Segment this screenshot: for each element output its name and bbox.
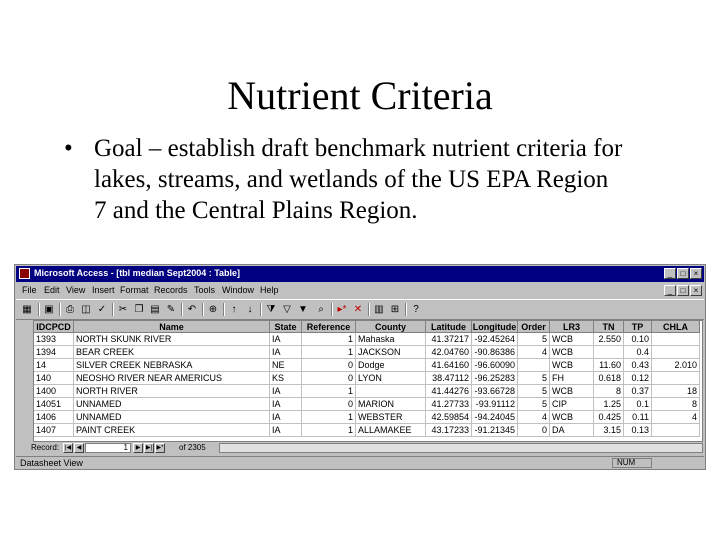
table-cell[interactable]: IA (270, 398, 302, 411)
table-cell[interactable]: 140 (34, 372, 74, 385)
table-cell[interactable]: ALLAMAKEE (356, 424, 426, 437)
table-cell[interactable]: -91.21345 (472, 424, 518, 437)
table-cell[interactable]: 0.43 (624, 359, 652, 372)
record-label: Record: (31, 443, 60, 452)
table-cell[interactable]: 0 (518, 424, 550, 437)
table-cell[interactable]: -94.24045 (472, 411, 518, 424)
table-cell[interactable]: 42.59854 (426, 411, 472, 424)
table-cell[interactable]: 14 (34, 359, 74, 372)
table-cell[interactable]: SILVER CREEK NEBRASKA (74, 359, 270, 372)
table-cell[interactable]: 42.04760 (426, 346, 472, 359)
toolbar-separator (112, 303, 114, 316)
sort-descending-icon[interactable]: ↓ (247, 304, 253, 315)
table-cell[interactable]: 8 (652, 398, 700, 411)
delete-record-icon[interactable]: ✕ (353, 304, 363, 315)
table-cell[interactable]: WCB (550, 385, 594, 398)
table-cell[interactable]: 1 (302, 385, 356, 398)
table-cell[interactable]: 0.1 (624, 398, 652, 411)
table-cell[interactable]: 18 (652, 385, 700, 398)
menu-view[interactable]: View (66, 285, 86, 295)
toolbar-separator (223, 303, 225, 316)
table-cell[interactable]: -93.66728 (472, 385, 518, 398)
column-header[interactable]: CHLA (652, 321, 700, 333)
maximize-button[interactable]: □ (677, 268, 689, 279)
toolbar-separator (331, 303, 333, 316)
doc-minimize-button[interactable]: _ (664, 285, 676, 296)
table-cell[interactable]: 38.47112 (426, 372, 472, 385)
print-preview-icon[interactable]: ◫ (81, 304, 91, 315)
copy-icon[interactable]: ❐ (134, 304, 144, 315)
table-cell[interactable]: 41.44276 (426, 385, 472, 398)
access-window (14, 264, 706, 470)
toolbar-separator (181, 303, 183, 316)
menu-file[interactable]: File (22, 285, 37, 295)
table-cell[interactable]: NEOSHO RIVER NEAR AMERICUS (74, 372, 270, 385)
table-cell[interactable]: 1394 (34, 346, 74, 359)
table-cell[interactable]: NE (270, 359, 302, 372)
table-cell[interactable]: 1406 (34, 411, 74, 424)
print-icon[interactable]: ⎙ (66, 304, 74, 315)
table-cell[interactable] (356, 385, 426, 398)
table-cell[interactable]: Dodge (356, 359, 426, 372)
access-app-icon[interactable] (19, 268, 30, 279)
table-cell[interactable]: KS (270, 372, 302, 385)
table-cell[interactable]: -90.86386 (472, 346, 518, 359)
toolbar-separator (38, 303, 40, 316)
table-cell[interactable]: MARION (356, 398, 426, 411)
new-record-nav-icon[interactable]: ▶* (156, 445, 164, 451)
table-cell[interactable]: 2.010 (652, 359, 700, 372)
table-cell[interactable]: 41.64160 (426, 359, 472, 372)
current-record-input[interactable]: 1 (85, 443, 131, 453)
spelling-icon[interactable]: ✓ (97, 304, 107, 315)
table-cell[interactable]: 0.4 (624, 346, 652, 359)
previous-record-icon[interactable]: ◀ (74, 443, 84, 453)
toolbar-separator (202, 303, 204, 316)
column-header[interactable]: Order (518, 321, 550, 333)
help-icon[interactable]: ? (413, 304, 419, 315)
table-cell[interactable]: 11.60 (594, 359, 624, 372)
first-record-icon[interactable]: |◀ (64, 445, 72, 451)
sort-ascending-icon[interactable]: ↑ (231, 304, 237, 315)
next-record-icon[interactable]: ▶ (133, 443, 143, 453)
table-cell[interactable]: 3.15 (594, 424, 624, 437)
column-header[interactable]: Name (74, 321, 270, 333)
table-cell[interactable] (594, 346, 624, 359)
table-cell[interactable]: 2.550 (594, 333, 624, 346)
table-cell[interactable] (652, 424, 700, 437)
doc-close-button[interactable]: × (690, 285, 702, 296)
view-icon[interactable]: ▦ (22, 304, 32, 315)
menu-edit[interactable]: Edit (44, 285, 60, 295)
table-cell[interactable]: 0.13 (624, 424, 652, 437)
column-header[interactable]: LR3 (550, 321, 594, 333)
filter-by-form-icon[interactable]: ▽ (283, 304, 291, 315)
bullet-line: Goal – establish draft benchmark nutrient criteria for (94, 135, 623, 162)
bullet-point-icon: • (64, 135, 73, 162)
table-cell[interactable]: UNNAMED (74, 398, 270, 411)
table-cell[interactable]: WCB (550, 411, 594, 424)
table-cell[interactable]: IA (270, 385, 302, 398)
table-cell[interactable]: 1407 (34, 424, 74, 437)
menu-records[interactable]: Records (154, 285, 188, 295)
table-cell[interactable]: 0.12 (624, 372, 652, 385)
table-cell[interactable] (652, 372, 700, 385)
table-cell[interactable]: 0.10 (624, 333, 652, 346)
table-cell[interactable]: 14051 (34, 398, 74, 411)
table-cell[interactable]: 1 (302, 333, 356, 346)
status-text: Datasheet View (20, 458, 83, 468)
column-header[interactable]: Latitude (426, 321, 472, 333)
table-cell[interactable]: BEAR CREEK (74, 346, 270, 359)
column-header[interactable]: State (270, 321, 302, 333)
window-title-bar[interactable] (16, 266, 704, 282)
table-cell[interactable]: DA (550, 424, 594, 437)
doc-restore-button[interactable]: □ (677, 285, 689, 296)
bullet-line: lakes, streams, and wetlands of the US EPA Region (94, 166, 609, 193)
table-cell[interactable]: 1400 (34, 385, 74, 398)
table-cell[interactable]: WCB (550, 359, 594, 372)
table-cell[interactable]: UNNAMED (74, 411, 270, 424)
column-header[interactable]: Longitude (472, 322, 517, 332)
table-cell[interactable]: 0.425 (594, 411, 624, 424)
table-cell[interactable]: 4 (652, 411, 700, 424)
table-cell[interactable]: 0 (302, 398, 356, 411)
table-cell[interactable] (652, 333, 700, 346)
undo-icon[interactable]: ↶ (187, 304, 197, 315)
cut-icon[interactable]: ✂ (118, 304, 128, 315)
table-cell[interactable]: LYON (356, 372, 426, 385)
document-caption-buttons (663, 285, 702, 296)
bullet-text (94, 133, 704, 226)
record-count: of 2305 (179, 443, 206, 452)
table-cell[interactable]: NORTH RIVER (74, 385, 270, 398)
window-title: Microsoft Access - [tbl median Sept2004 : Table] (34, 268, 241, 278)
table-cell[interactable]: 1 (302, 346, 356, 359)
menu-help[interactable]: Help (260, 285, 279, 295)
table-cell[interactable]: 0.618 (594, 372, 624, 385)
toolbar (16, 299, 704, 320)
column-header[interactable]: IDCPCD (34, 321, 74, 333)
menu-insert[interactable]: Insert (92, 285, 115, 295)
table-cell[interactable]: WCB (550, 333, 594, 346)
new-object-icon[interactable]: ⊞ (390, 304, 400, 315)
filter-by-selection-icon[interactable]: ⧩ (266, 304, 276, 315)
column-header[interactable]: TN (594, 321, 624, 333)
column-header[interactable]: TP (624, 321, 652, 333)
database-window-icon[interactable]: ▥ (374, 304, 384, 315)
toolbar-separator (59, 303, 61, 316)
column-header[interactable]: Reference (302, 321, 356, 333)
table-cell[interactable]: NORTH SKUNK RIVER (74, 333, 270, 346)
toolbar-separator (260, 303, 262, 316)
apply-filter-icon[interactable]: ▼ (298, 304, 308, 315)
toolbar-separator (368, 303, 370, 316)
table-cell[interactable]: 0 (302, 372, 356, 385)
table-cell[interactable]: 41.27733 (426, 398, 472, 411)
toolbar-separator (405, 303, 407, 316)
table-cell[interactable]: 4 (518, 411, 550, 424)
menu-format[interactable]: Format (120, 285, 149, 295)
table-cell[interactable]: 8 (594, 385, 624, 398)
num-lock-indicator: NUM (612, 458, 652, 468)
table-cell[interactable]: -96.60090 (472, 359, 518, 372)
table-cell[interactable]: 0.11 (624, 411, 652, 424)
table-cell[interactable]: WEBSTER (356, 411, 426, 424)
table-cell[interactable]: JACKSON (356, 346, 426, 359)
table-cell[interactable]: 0.37 (624, 385, 652, 398)
save-icon[interactable]: ▣ (44, 304, 54, 315)
table-cell[interactable]: IA (270, 346, 302, 359)
table-cell[interactable]: 1.25 (594, 398, 624, 411)
table-cell[interactable]: -93.91112 (472, 398, 518, 411)
slide-title: Nutrient Criteria (227, 73, 493, 118)
format-painter-icon[interactable]: ✎ (166, 304, 176, 315)
table-cell[interactable]: CIP (550, 398, 594, 411)
new-record-icon[interactable]: ▸* (337, 304, 347, 315)
minimize-button[interactable]: _ (664, 268, 676, 279)
table-cell[interactable]: 0 (302, 359, 356, 372)
hyperlink-icon[interactable]: ⊕ (208, 304, 218, 315)
table-cell[interactable]: IA (270, 411, 302, 424)
table-cell[interactable]: -92.45264 (472, 333, 518, 346)
table-cell[interactable]: 41.37217 (426, 333, 472, 346)
table-cell[interactable]: Mahaska (356, 333, 426, 346)
table-cell[interactable]: 5 (518, 372, 550, 385)
table-cell[interactable]: -96.25283 (472, 372, 518, 385)
datasheet-grid (33, 320, 703, 442)
paste-icon[interactable]: ▤ (150, 304, 160, 315)
table-cell[interactable] (652, 346, 700, 359)
table-cell[interactable]: 5 (518, 333, 550, 346)
table-cell[interactable]: 5 (518, 398, 550, 411)
table-cell[interactable]: 5 (518, 385, 550, 398)
table-cell[interactable]: PAINT CREEK (74, 424, 270, 437)
window-caption-buttons (663, 268, 702, 280)
column-header[interactable]: County (356, 321, 426, 333)
status-bar (16, 456, 704, 470)
menu-bar (16, 283, 704, 298)
table-cell[interactable]: IA (270, 424, 302, 437)
record-navigation-bar (29, 443, 703, 454)
menu-window[interactable]: Window (222, 285, 255, 295)
table-cell[interactable]: 43.17233 (426, 424, 472, 437)
table-cell[interactable]: 1 (302, 424, 356, 437)
table-cell[interactable]: FH (550, 372, 594, 385)
table-cell[interactable] (518, 359, 550, 372)
bullet-line: 7 and the Central Plains Region. (94, 197, 418, 224)
table-cell[interactable]: 1393 (34, 333, 74, 346)
table-cell[interactable]: 1 (302, 411, 356, 424)
table-cell[interactable]: 4 (518, 346, 550, 359)
menu-tools[interactable]: Tools (194, 285, 216, 295)
find-icon[interactable]: ⌕ (318, 304, 324, 315)
last-record-icon[interactable]: ▶| (145, 445, 153, 451)
horizontal-scrollbar[interactable] (219, 443, 703, 453)
close-button[interactable]: × (690, 268, 702, 279)
table-cell[interactable]: IA (270, 333, 302, 346)
table-cell[interactable]: WCB (550, 346, 594, 359)
